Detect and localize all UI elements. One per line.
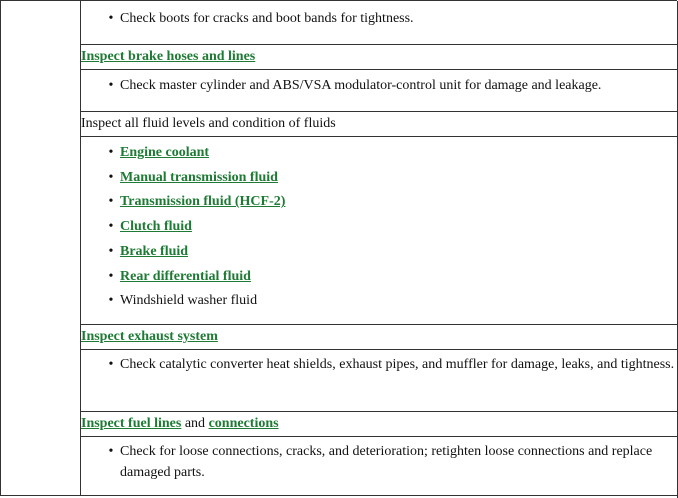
row-fuel-lines-header — [81, 412, 678, 437]
row-brake-check — [81, 70, 678, 112]
bullet-dot: • — [108, 78, 114, 93]
bullet-dot: • — [108, 444, 114, 459]
list-item — [81, 441, 677, 483]
list-item — [81, 8, 677, 29]
bullet-list — [81, 141, 677, 314]
link-inspect-fuel-lines[interactable]: Inspect fuel lines — [81, 416, 182, 431]
link-inspect-exhaust-system[interactable]: Inspect exhaust system — [81, 329, 218, 344]
list-item — [81, 166, 677, 191]
row-exhaust-header — [81, 325, 678, 350]
bullet-dot: • — [108, 219, 114, 235]
list-item — [81, 141, 677, 166]
bullet-dot: • — [108, 11, 114, 26]
link-inspect-brake-hoses[interactable]: Inspect brake hoses and lines — [81, 49, 256, 64]
bullet-list — [81, 75, 677, 96]
bullet-dot: • — [108, 357, 114, 372]
link-rear-differential-fluid[interactable]: Rear differential fluid — [120, 268, 251, 284]
list-item — [81, 240, 677, 265]
list-item — [81, 265, 677, 290]
bullet-list — [81, 8, 677, 29]
list-item — [81, 190, 677, 215]
row-boots-check — [81, 1, 678, 45]
link-clutch-fluid[interactable]: Clutch fluid — [120, 219, 192, 235]
list-item — [81, 289, 677, 314]
list-item-text: Windshield washer fluid — [120, 293, 258, 309]
row-fluid-list — [81, 137, 678, 325]
link-engine-coolant[interactable]: Engine coolant — [120, 145, 210, 160]
row-brake-hoses-header — [81, 45, 678, 70]
list-item-text: Check boots for cracks and boot bands for tightness. — [120, 11, 414, 26]
table-left-column — [1, 1, 81, 495]
link-manual-transmission-fluid[interactable]: Manual transmission fluid — [120, 169, 278, 185]
link-transmission-fluid-hcf2[interactable]: Transmission fluid (HCF-2) — [120, 194, 286, 210]
list-item — [81, 215, 677, 240]
link-brake-fluid[interactable]: Brake fluid — [120, 243, 189, 259]
link-connections[interactable]: connections — [208, 416, 279, 431]
row-fluid-levels-header — [81, 112, 678, 137]
bullet-dot: • — [108, 293, 114, 309]
bullet-list — [81, 441, 677, 483]
list-item-text: Check catalytic converter heat shields, exhaust pipes, and muffler for damage, leaks, and tightness. — [120, 357, 675, 372]
list-item-text: Check for loose connections, cracks, and deterioration; retighten loose connections and replace damaged parts. — [120, 444, 653, 480]
bullet-dot: • — [108, 194, 114, 210]
bullet-list — [81, 354, 677, 375]
fluid-levels-heading: Inspect all fluid levels and condition of fluids — [81, 116, 336, 131]
conjunction-text: and — [181, 416, 209, 431]
bullet-dot: • — [108, 145, 114, 160]
bullet-dot: • — [108, 169, 114, 185]
bullet-dot: • — [108, 268, 114, 284]
list-item — [81, 354, 677, 375]
table-rows — [81, 1, 678, 495]
list-item — [81, 75, 677, 96]
list-item-text: Check master cylinder and ABS/VSA modulator-control unit for damage and leakage. — [120, 78, 602, 93]
row-fuel-check — [81, 437, 678, 498]
bullet-dot: • — [108, 243, 114, 259]
row-exhaust-check — [81, 350, 678, 412]
